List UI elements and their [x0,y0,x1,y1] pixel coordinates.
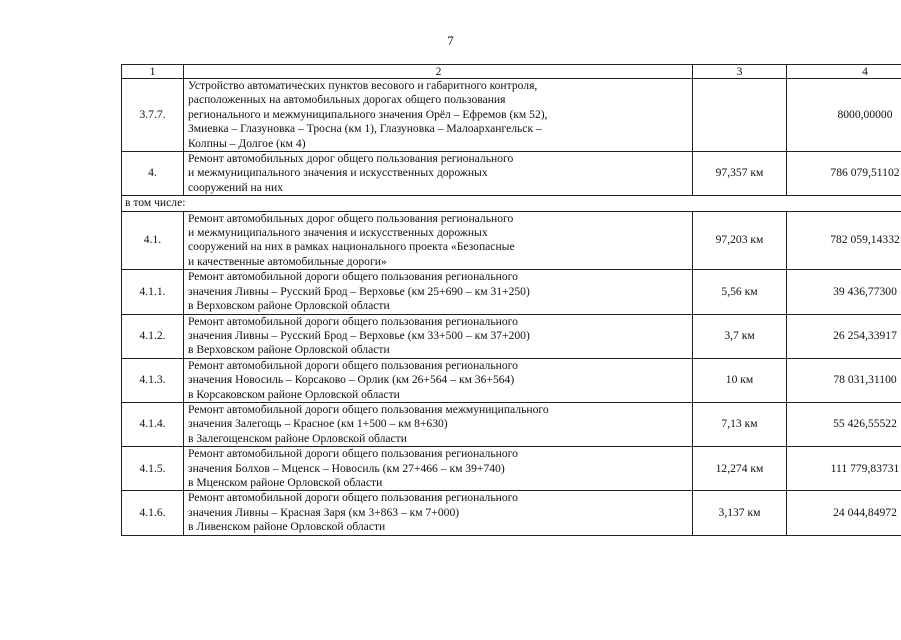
section-label: в том числе: [122,196,901,211]
table-row [122,211,901,270]
description-line: значения Залегощь – Красное (км 1+500 – км 8+630) [188,417,448,431]
table-row [122,402,901,446]
description-line: и межмуниципального значения и искусственных дорожных [188,226,488,240]
item-description [184,270,693,314]
item-length: 7,13 км [693,402,787,446]
description-line: Змиевка – Глазуновка – Тросна (км 1), Глазуновка – Малоархангельск – [188,122,542,136]
item-description [184,447,693,491]
description-line: Ремонт автомобильной дороги общего пользования межмуниципального [188,402,549,416]
item-number: 4.1.3. [122,358,184,402]
column-number-4: 4 [787,65,901,79]
item-number: 4.1.4. [122,402,184,446]
item-length: 10 км [693,358,787,402]
item-description [184,152,693,196]
table-body [122,65,901,536]
table-row [122,314,901,358]
column-number-1: 1 [122,65,184,79]
item-number: 3.7.7. [122,79,184,152]
table-row [122,491,901,535]
item-length [693,79,787,152]
item-amount: 26 254,33917 [787,314,901,358]
description-line: расположенных на автомобильных дорогах общего пользования [188,93,506,107]
item-number: 4.1. [122,211,184,270]
item-length: 5,56 км [693,270,787,314]
description-line: значения Новосиль – Корсаково – Орлик (км 26+564 – км 36+564) [188,373,515,387]
table-row [122,79,901,152]
description-line: значения Ливны – Русский Брод – Верховье (км 33+500 – км 37+200) [188,328,530,342]
item-number: 4.1.6. [122,491,184,535]
works-table [121,64,901,536]
description-line: в Верховском районе Орловской области [188,299,390,313]
column-number-3: 3 [693,65,787,79]
item-description [184,402,693,446]
section-label-row [122,196,901,211]
item-number: 4.1.5. [122,447,184,491]
table-row [122,358,901,402]
item-length: 12,274 км [693,447,787,491]
item-amount: 111 779,83731 [787,447,901,491]
description-line: Ремонт автомобильной дороги общего пользования регионального [188,447,518,461]
item-amount: 39 436,77300 [787,270,901,314]
description-line: сооружений на них [188,180,283,194]
description-line: в Залегощенском районе Орловской области [188,431,407,445]
item-amount: 786 079,51102 [787,152,901,196]
table-row [122,152,901,196]
column-number-row [122,65,901,79]
description-line: значения Ливны – Русский Брод – Верховье (км 25+690 – км 31+250) [188,284,530,298]
item-description [184,79,693,152]
description-line: Ремонт автомобильной дороги общего пользования регионального [188,358,518,372]
column-number-2: 2 [184,65,693,79]
description-line: в Ливенском районе Орловской области [188,520,386,534]
item-description [184,314,693,358]
item-number: 4. [122,152,184,196]
item-length: 3,7 км [693,314,787,358]
item-amount: 8000,00000 [787,79,901,152]
description-line: значения Болхов – Мценск – Новосиль (км 27+466 – км 39+740) [188,461,505,475]
item-length: 3,137 км [693,491,787,535]
table-row [122,270,901,314]
table-row [122,447,901,491]
item-description [184,358,693,402]
description-line: Ремонт автомобильной дороги общего пользования регионального [188,314,518,328]
description-line: в Верховском районе Орловской области [188,343,390,357]
item-amount: 24 044,84972 [787,491,901,535]
description-line: Устройство автоматических пунктов весового и габаритного контроля, [188,79,538,92]
description-line: в Мценском районе Орловской области [188,475,383,489]
description-line: в Корсаковском районе Орловской области [188,387,400,401]
item-length: 97,357 км [693,152,787,196]
item-description [184,211,693,270]
description-line: Колпны – Долгое (км 4) [188,136,306,150]
description-line: и межмуниципального значения и искусственных дорожных [188,166,488,180]
description-line: Ремонт автомобильной дороги общего пользования регионального [188,270,518,284]
item-number: 4.1.2. [122,314,184,358]
description-line: значения Ливны – Красная Заря (км 3+863 – км 7+000) [188,505,460,519]
item-amount: 78 031,31100 [787,358,901,402]
item-number: 4.1.1. [122,270,184,314]
description-line: Ремонт автомобильных дорог общего пользования регионального [188,211,514,225]
item-amount: 55 426,55522 [787,402,901,446]
page-number: 7 [447,33,454,48]
description-line: Ремонт автомобильных дорог общего пользования регионального [188,152,514,166]
description-line: сооружений на них в рамках национального проекта «Безопасные [188,240,515,254]
description-line: и качественные автомобильные дороги» [188,254,387,268]
item-amount: 782 059,14332 [787,211,901,270]
description-line: Ремонт автомобильной дороги общего пользования регионального [188,491,518,505]
item-length: 97,203 км [693,211,787,270]
description-line: регионального и межмуниципального значения Орёл – Ефремов (км 52), [188,107,548,121]
item-description [184,491,693,535]
